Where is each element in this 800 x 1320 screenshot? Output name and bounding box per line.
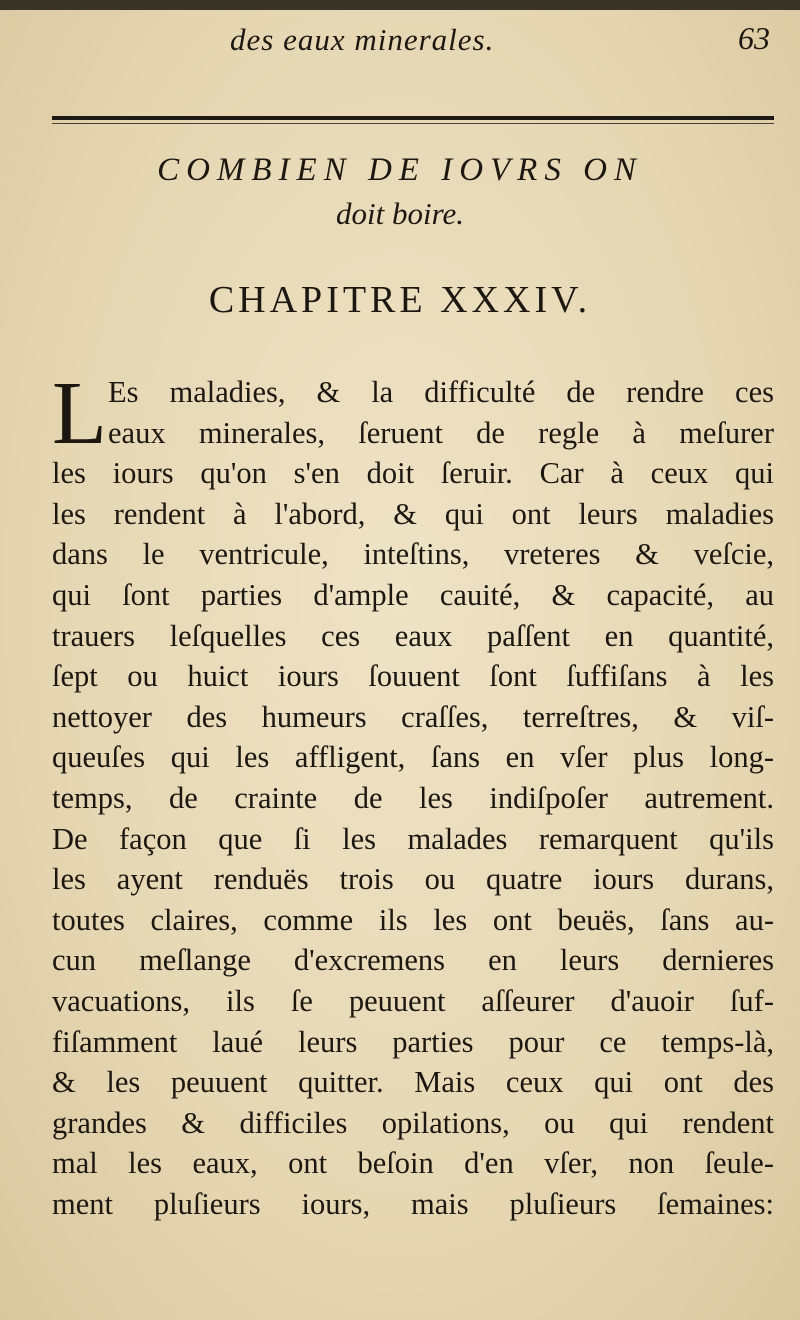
- text-line: & les peuuent quitter. Mais ceux qui ont des: [52, 1065, 774, 1100]
- chapter-heading: CHAPITRE XXXIV.: [208, 279, 592, 321]
- text-line: les ayent renduës trois ou quatre iours durans,: [52, 862, 774, 897]
- text-line: temps, de crainte de les indiſpoſer autrement.: [52, 780, 774, 815]
- header-rule-thin: [52, 123, 774, 124]
- drop-cap: L: [52, 364, 107, 463]
- text-line: fiſamment laué leurs parties pour ce temps-là,: [52, 1024, 774, 1059]
- text-line: ſept ou huict iours ſouuent ſont ſuffiſans à les: [52, 659, 774, 694]
- header-rule: [52, 116, 774, 120]
- text-line: queuſes qui les affligent, ſans en vſer plus long-: [52, 740, 774, 775]
- text-line: qui ſont parties d'ample cauité, & capacité, au: [52, 577, 774, 612]
- text-line: trauers leſquelles ces eaux paſſent en quantité,: [52, 618, 774, 653]
- text-line: dans le ventricule, inteſtins, vreteres & veſcie,: [52, 537, 774, 572]
- body-text: [52, 364, 774, 1224]
- text-line: grandes & difficiles opilations, ou qui rendent: [52, 1105, 774, 1140]
- section-subtitle: doit boire.: [335, 196, 464, 231]
- section-title: COMBIEN DE IOVRS ON: [157, 152, 643, 188]
- text-line: vacuations, ils ſe peuuent aſſeurer d'auoir ſuf-: [52, 983, 774, 1018]
- running-head: des eaux minerales.: [230, 22, 495, 57]
- text-line: toutes claires, comme ils les ont beuës, ſans au-: [52, 902, 774, 937]
- page-top-edge: [0, 0, 800, 10]
- page-number: 63: [738, 20, 770, 56]
- text-line: les rendent à l'abord, & qui ont leurs maladies: [52, 496, 774, 531]
- text-line: eaux minerales, ſeruent de regle à meſurer: [108, 415, 774, 450]
- text-line: ment pluſieurs iours, mais pluſieurs ſemaines:: [52, 1186, 774, 1221]
- text-line: mal les eaux, ont beſoin d'en vſer, non ſeule-: [52, 1146, 774, 1181]
- text-line: De façon que ſi les malades remarquent qu'ils: [52, 821, 774, 856]
- text-line: nettoyer des humeurs craſſes, terreſtres, & viſ-: [52, 699, 774, 734]
- text-line: Es maladies, & la difficulté de rendre ces: [108, 375, 774, 409]
- text-line: les iours qu'on s'en doit ſeruir. Car à ceux qui: [52, 456, 774, 491]
- text-line: cun meſlange d'excremens en leurs dernieres: [52, 943, 774, 978]
